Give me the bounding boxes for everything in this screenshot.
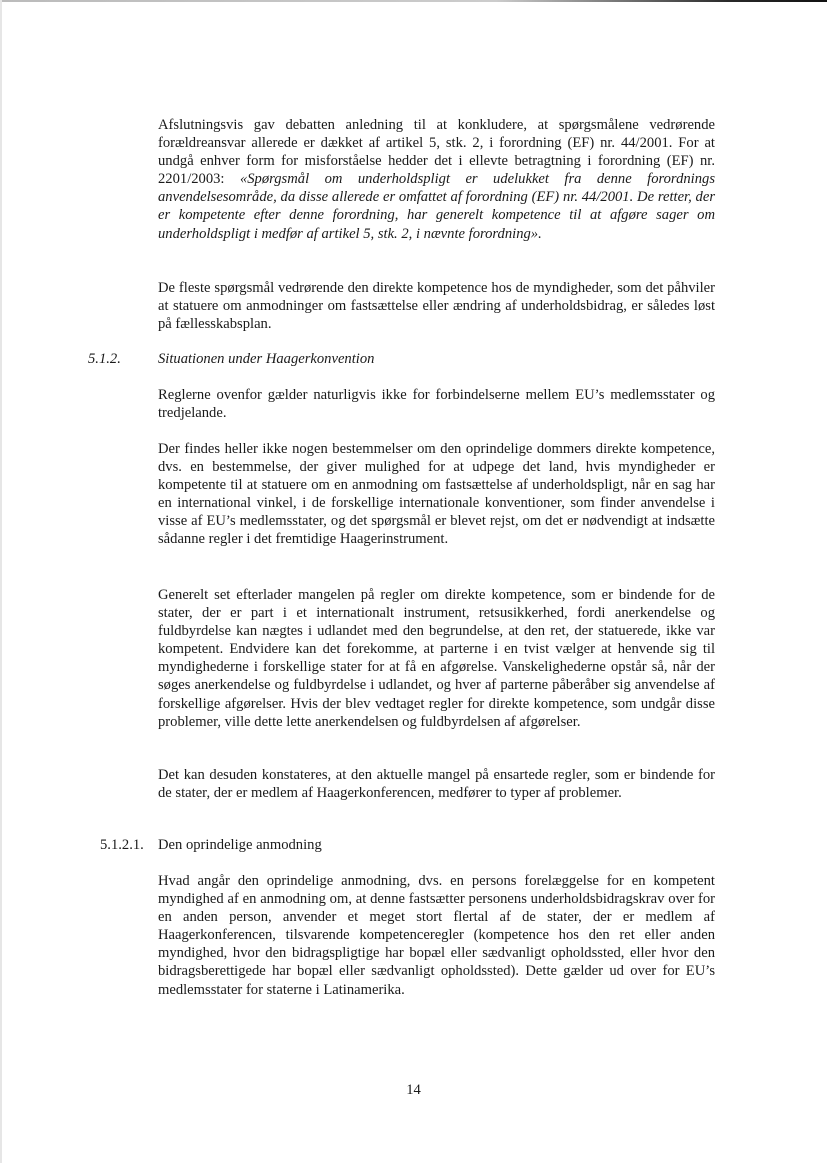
paragraph-no-provisions: Der findes heller ikke nogen bestemmelser om den oprindelige dommers direkte kompetence, dvs. en bestemmelse, der giver mulighed for at udpege det land, hvis myndigheder er kompetente til at statuere om en anmodning om fastsættelse af underholdspligt, når en sag har en international vinkel, i de forskellige internationale konventioner, som finder anvendelse i visse af EU’s medlemsstater, og det spørgsmål er blevet rejst, om det er nødvendigt at indsætte sådanne regler i det fremtidige Haagerinstrument.	[158, 441, 715, 548]
paragraph-community-level: De fleste spørgsmål vedrørende den direkte kompetence hos de myndigheder, som det påhviler at statuere om anmodninger om fastsættelse eller ændring af underholdsbidrag, er således løst på fællesskabsplan.	[158, 280, 715, 333]
section-number-5-1-2-1: 5.1.2.1.	[100, 837, 144, 853]
section-number-5-1-2: 5.1.2.	[88, 351, 121, 367]
paragraph-original-application: Hvad angår den oprindelige anmodning, dvs. en persons forelæggelse for en kompetent myndighed af en anmodning om, at denne fastsætter personens underholdsbidragskrav over for en anden person, anvender et meget stort flertal af de stater, der er medlem af Haagerkonferencen, tilsvarende kompetenceregler (kompetence hos den ret eller anden myndighed, hvor den bidragspligtige har bopæl eller sædvanligt opholdssted, eller hvor den bidragsberettigede har bopæl eller sædvanligt opholdssted). Dette gælder ud over for EU’s medlemsstater for staterne i Latinamerika.	[158, 873, 715, 998]
paragraph-legal-uncertainty: Generelt set efterlader mangelen på regler om direkte kompetence, som er bindende for de stater, der er part i et internationalt instrument, retsusikkerhed, fordi anerkendelse og fuldbyrdelse kan nægtes i udlandet med den begrundelse, at den ret, der statuerede, ikke var kompetent. Endvidere kan det forekomme, at parterne i en tvist vælger at henvende sig til myndighederne i forskellige stater for at få en afgørelse. Vanskelighederne opstår så, når der søges anerkendelse og fuldbyrdelse i udlandet, og hver af parterne påberåber sig anvendelse af forskellige afgørelser. Hvis der blev vedtaget regler for direkte kompetence, som undgår disse problemer, ville dette lette anerkendelsen og fuldbyrdelsen af afgørelser.	[158, 587, 715, 730]
section-title-5-1-2-1: Den oprindelige anmodning	[158, 837, 322, 853]
paragraph-conclusion-quote: «Spørgsmål om underholdspligt er udelukket fra denne forordnings anvendelsesområde, da disse allerede er omfattet af forordning (EF) nr. 44/2001. De retter, der er kompetente efter denne forordning, har generelt kompetence til at afgøre sager om underholdspligt i medfør af artikel 5, stk. 2, i nævnte forordning».	[158, 171, 715, 242]
section-title-5-1-2: Situationen under Haagerkonvention	[158, 351, 375, 367]
page-number: 14	[406, 1082, 421, 1098]
paragraph-third-countries: Reglerne ovenfor gælder naturligvis ikke for forbindelserne mellem EU’s medlemsstater og tredjelande.	[158, 387, 715, 422]
paragraph-two-problems: Det kan desuden konstateres, at den aktuelle mangel på ensartede regler, som er bindende for de stater, der er medlem af Haagerkonferencen, medfører to typer af problemer.	[158, 767, 715, 802]
paragraph-conclusion	[158, 116, 715, 243]
paragraph-conclusion-text: Afslutningsvis gav debatten anledning til at konkludere, at spørgsmålene vedrørende forældreansvar allerede er dækket af artikel 5, stk. 2, i forordning (EF) nr. 44/2001. For at undgå enhver form for misforståelse hedder det i ellevte betragtning i forordning (EF) nr. 2201/2003:	[158, 117, 715, 188]
